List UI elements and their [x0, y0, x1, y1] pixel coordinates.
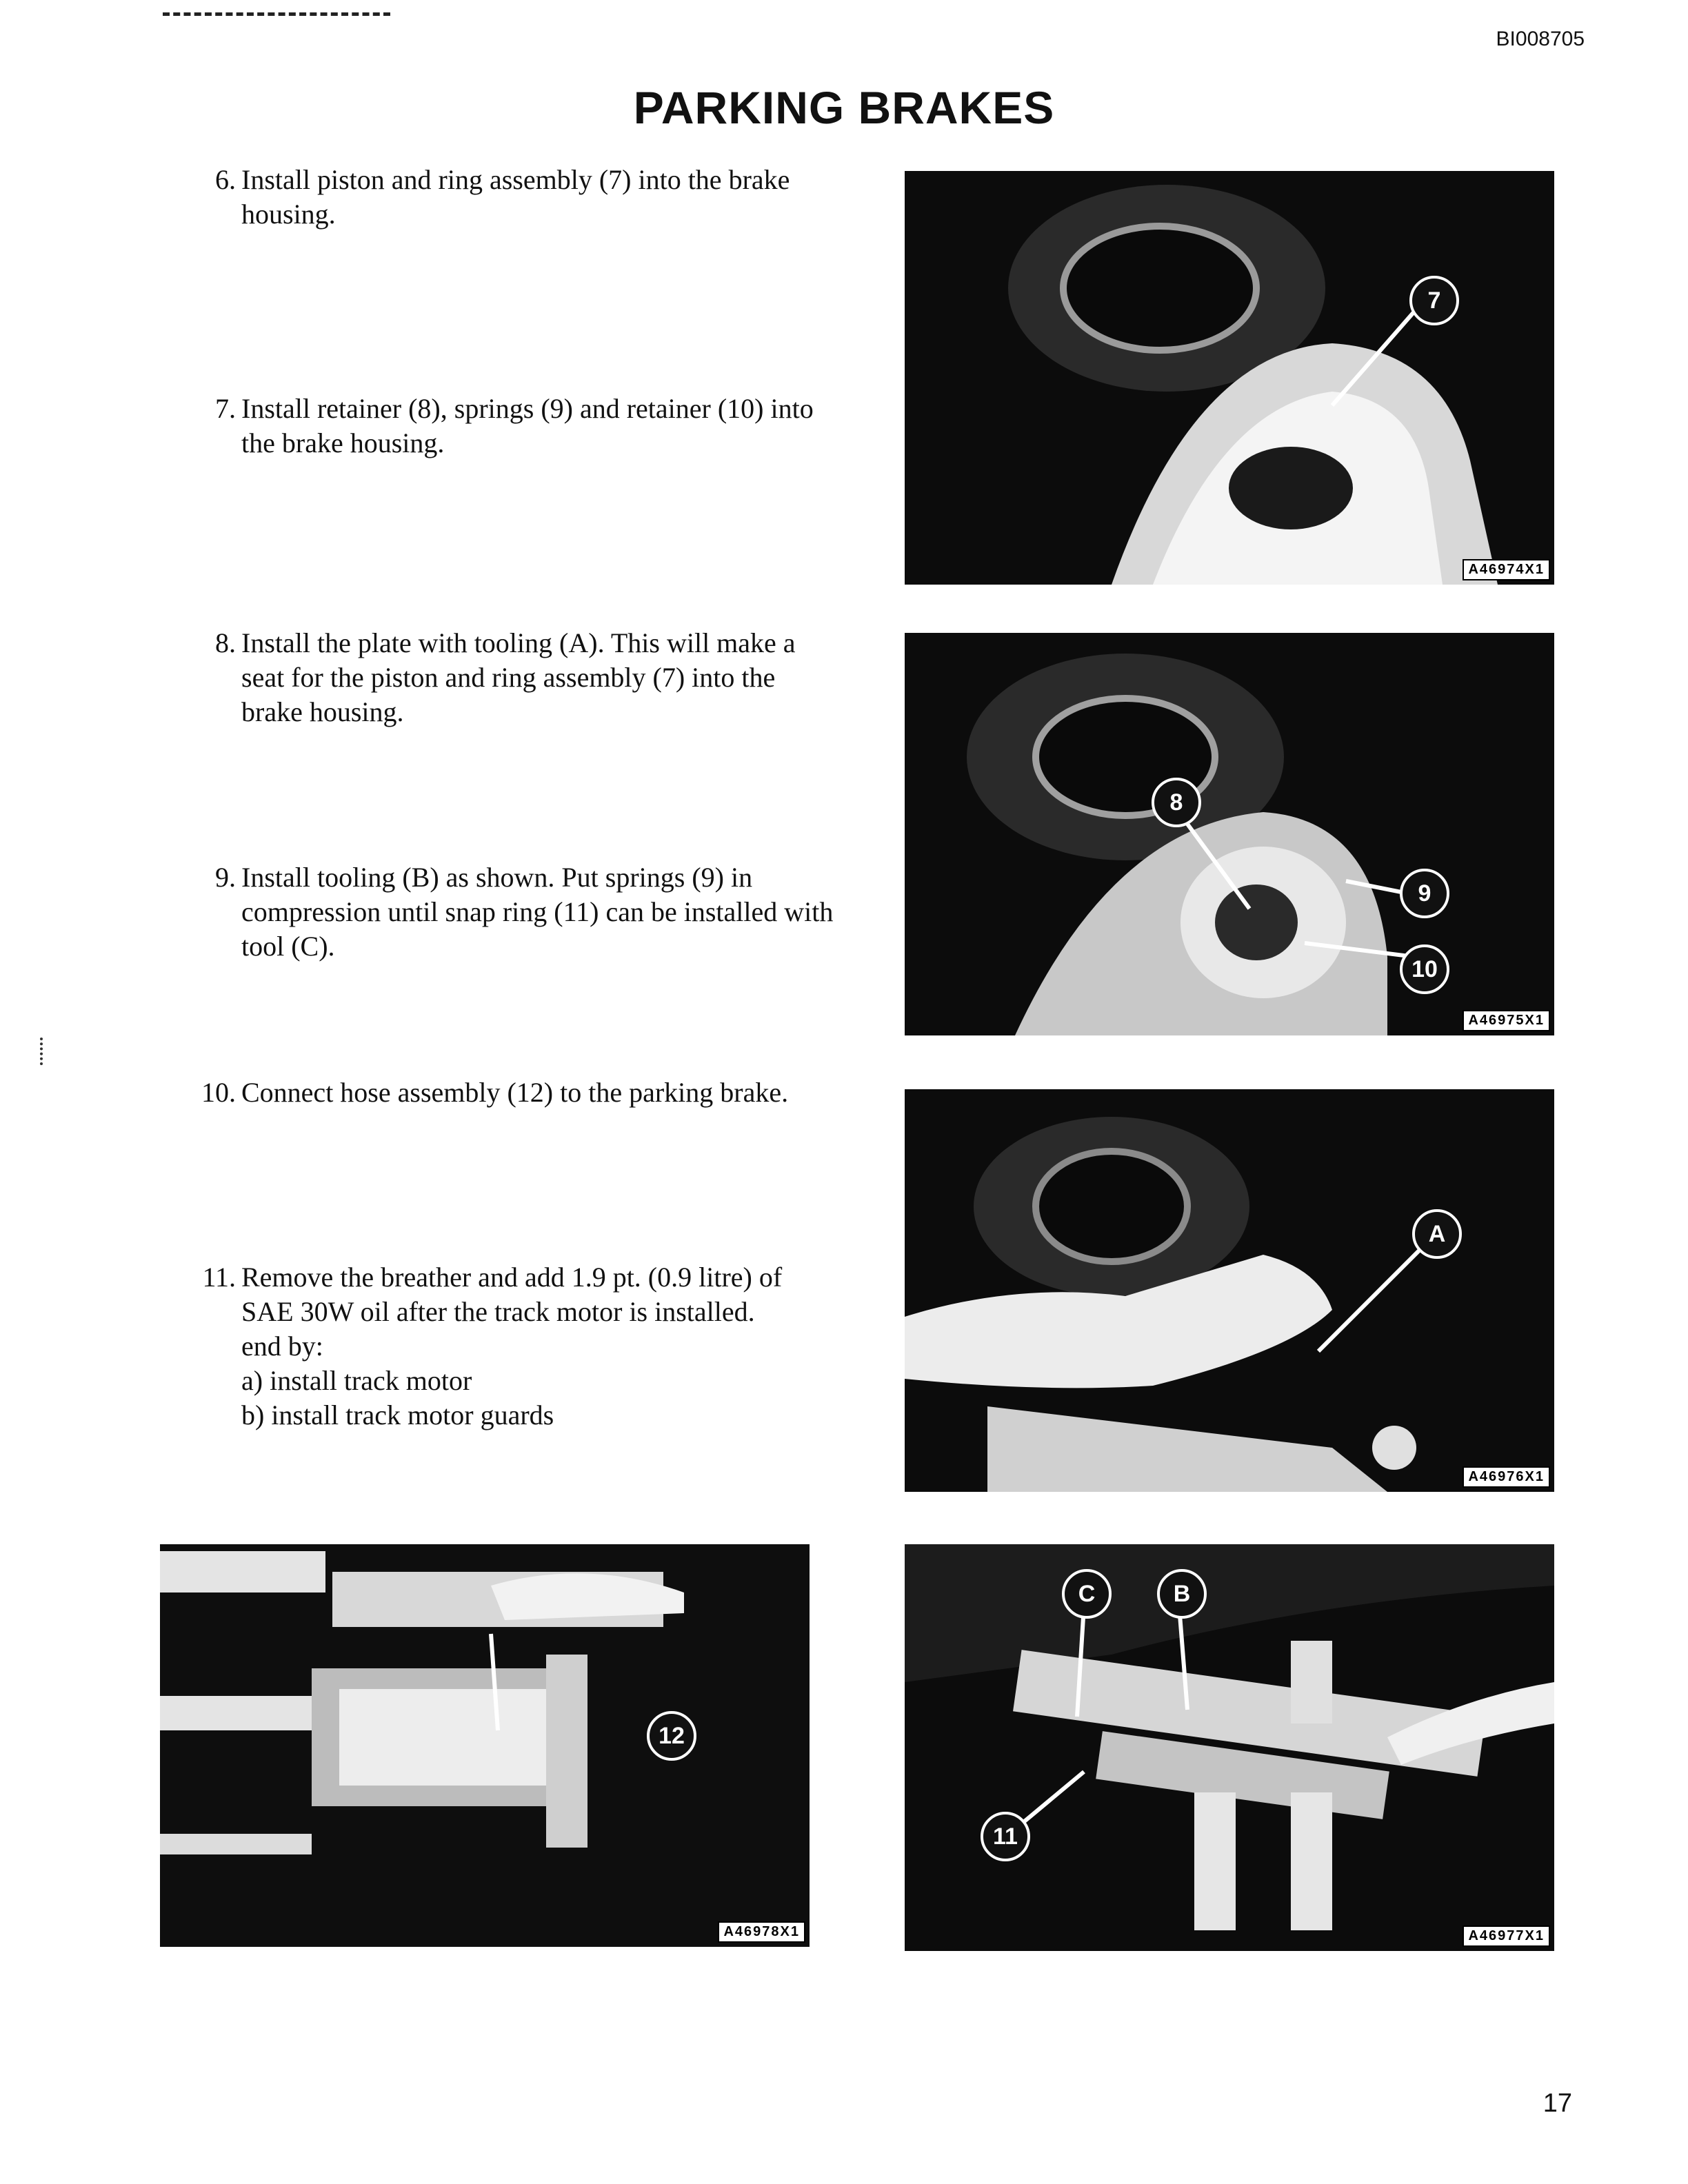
step-number: 6. — [215, 164, 236, 195]
step-text: Install piston and ring assembly (7) into the brake housing. — [241, 164, 790, 230]
photo-image — [905, 1544, 1554, 1951]
scan-mark — [40, 1038, 47, 1065]
step-number: 10. — [201, 1077, 236, 1108]
callout-B: B — [1157, 1569, 1207, 1619]
photo-plate-tooling — [905, 1089, 1554, 1492]
step-text: Install tooling (B) as shown. Put springs (9) in compression until snap ring (11) can be installed with tool (C). — [241, 862, 834, 962]
step-number: 9. — [215, 862, 236, 893]
header-mark — [163, 12, 390, 21]
step-number: 7. — [215, 393, 236, 424]
callout-12: 12 — [647, 1711, 696, 1761]
callout-C: C — [1062, 1569, 1112, 1619]
photo-tag: A46974X1 — [1463, 559, 1550, 580]
sub-step-a: a) install track motor — [241, 1365, 472, 1396]
callout-11: 11 — [981, 1812, 1030, 1861]
callout-8: 8 — [1152, 778, 1201, 827]
page-number: 17 — [1543, 2089, 1572, 2118]
photo-tag: A46976X1 — [1463, 1466, 1550, 1488]
photo-piston-install — [905, 171, 1554, 585]
page-title: PARKING BRAKES — [633, 82, 1055, 133]
callout-A: A — [1412, 1209, 1462, 1259]
step-number: 11. — [202, 1262, 236, 1293]
callout-9: 9 — [1400, 869, 1449, 918]
callout-10: 10 — [1400, 944, 1449, 994]
step-number: 8. — [215, 627, 236, 658]
photo-image — [905, 633, 1554, 1035]
doc-id: BI008705 — [1496, 28, 1585, 50]
callout-7: 7 — [1409, 276, 1459, 325]
photo-tag: A46978X1 — [718, 1921, 805, 1943]
step-text: Install the plate with tooling (A). This will make a seat for the piston and ring assembly (7) into the brake housing. — [241, 627, 796, 727]
step-text: Connect hose assembly (12) to the parking brake. — [241, 1077, 789, 1108]
photo-image — [905, 171, 1554, 585]
photo-image — [905, 1089, 1554, 1492]
photo-hose-assembly — [160, 1544, 810, 1947]
step-text: Install retainer (8), springs (9) and retainer (10) into the brake housing. — [241, 393, 814, 458]
photo-snap-ring-tooling — [905, 1544, 1554, 1951]
photo-tag: A46977X1 — [1463, 1925, 1550, 1947]
photo-tag: A46975X1 — [1463, 1010, 1550, 1031]
photo-retainer-springs — [905, 633, 1554, 1035]
photo-image — [160, 1544, 810, 1947]
sub-step-b: b) install track motor guards — [241, 1399, 554, 1430]
end-by-label: end by: — [241, 1331, 323, 1362]
step-text — [241, 1260, 834, 1433]
step-text-main: Remove the breather and add 1.9 pt. (0.9 litre) of SAE 30W oil after the track motor is installed. — [241, 1262, 783, 1327]
